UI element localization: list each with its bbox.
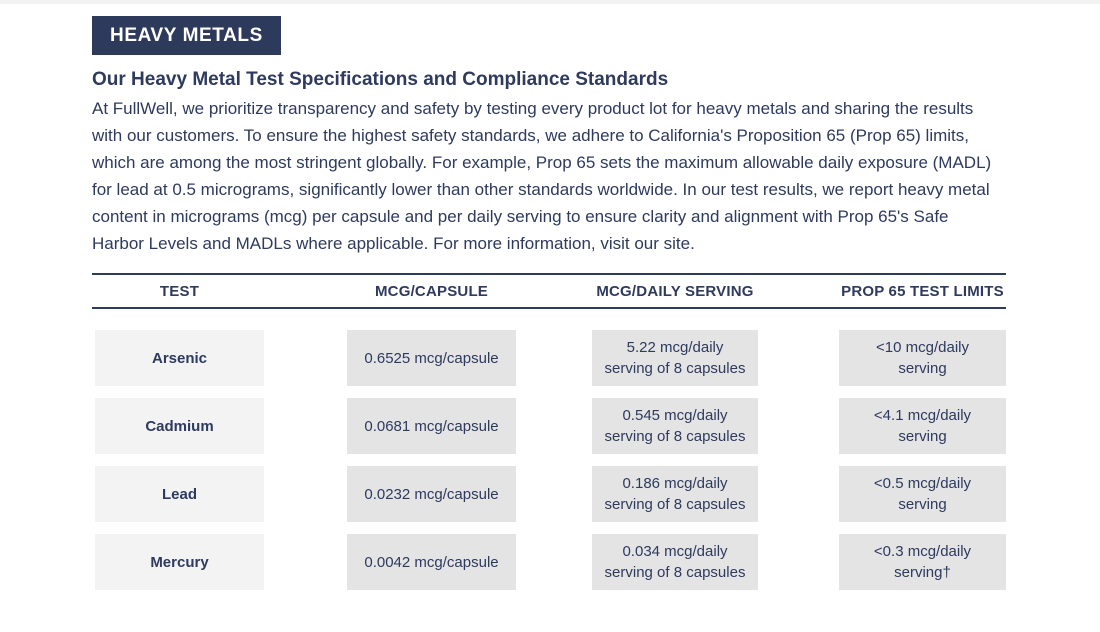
per-serving-line2: serving of 8 capsules (604, 496, 746, 513)
per-serving-line2: serving of 8 capsules (604, 564, 746, 581)
table-row (92, 466, 1006, 522)
column-header-test: TEST (159, 282, 200, 300)
test-name-cell: Cadmium (95, 398, 264, 454)
per-capsule-cell: 0.0232 mcg/capsule (347, 466, 516, 522)
per-serving-cell (592, 330, 758, 386)
per-serving-line2: serving of 8 capsules (604, 428, 746, 445)
prop65-limit-cell (839, 466, 1006, 522)
table-row (92, 398, 1006, 454)
test-name-cell: Mercury (95, 534, 264, 590)
table-row (92, 330, 1006, 386)
prop65-limit-cell (839, 534, 1006, 590)
section-heading: Our Heavy Metal Test Specifications and Compliance Standards (92, 69, 669, 90)
column-header-mcg-capsule: MCG/CAPSULE (374, 282, 489, 300)
per-capsule-cell: 0.0042 mcg/capsule (347, 534, 516, 590)
per-serving-line1: 0.545 mcg/daily (622, 407, 728, 424)
column-header-mcg-daily-serving: MCG/DAILY SERVING (596, 282, 754, 300)
test-name-cell: Lead (95, 466, 264, 522)
prop65-line2: serving (898, 428, 947, 445)
prop65-limit-cell (839, 330, 1006, 386)
heavy-metals-section (0, 4, 1100, 590)
test-name-cell: Arsenic (95, 330, 264, 386)
per-capsule-cell: 0.0681 mcg/capsule (347, 398, 516, 454)
prop65-line2: serving (898, 496, 947, 513)
per-serving-cell (592, 398, 758, 454)
per-serving-line1: 0.186 mcg/daily (622, 475, 728, 492)
column-header-prop65-test-limits: PROP 65 TEST LIMITS (841, 282, 1004, 300)
per-serving-line1: 5.22 mcg/daily (626, 339, 724, 356)
per-serving-line2: serving of 8 capsules (604, 360, 746, 377)
per-capsule-cell: 0.6525 mcg/capsule (347, 330, 516, 386)
prop65-line1: <0.3 mcg/daily (873, 543, 972, 560)
section-paragraph: At FullWell, we prioritize transparency and safety by testing every product lot for heavy metals and sharing the results with our customers. To ensure the highest safety standards, we adhere to California's Proposition 65 (Prop 65) limits, which are among the most stringent globally. For example, Prop 65 sets the maximum allowable daily exposure (MADL) for lead at 0.5 micrograms, significantly lower than other standards worldwide. In our test results, we report heavy metal content in micrograms (mcg) per capsule and per daily serving to ensure clarity and alignment with Prop 65's Safe Harbor Levels and MADLs where applicable. For more information, visit our site. (92, 99, 992, 253)
per-serving-cell (592, 466, 758, 522)
per-serving-cell (592, 534, 758, 590)
prop65-line2: serving (898, 360, 947, 377)
prop65-line1: <4.1 mcg/daily (873, 407, 972, 424)
prop65-limit-cell (839, 398, 1006, 454)
section-badge: HEAVY METALS (92, 16, 281, 55)
table-row (92, 534, 1006, 590)
prop65-line2: serving† (894, 564, 951, 581)
heavy-metals-table (92, 273, 1006, 590)
prop65-line1: <0.5 mcg/daily (873, 475, 972, 492)
prop65-line1: <10 mcg/daily (876, 339, 969, 356)
per-serving-line1: 0.034 mcg/daily (622, 543, 728, 560)
table-header-row (92, 273, 1006, 309)
